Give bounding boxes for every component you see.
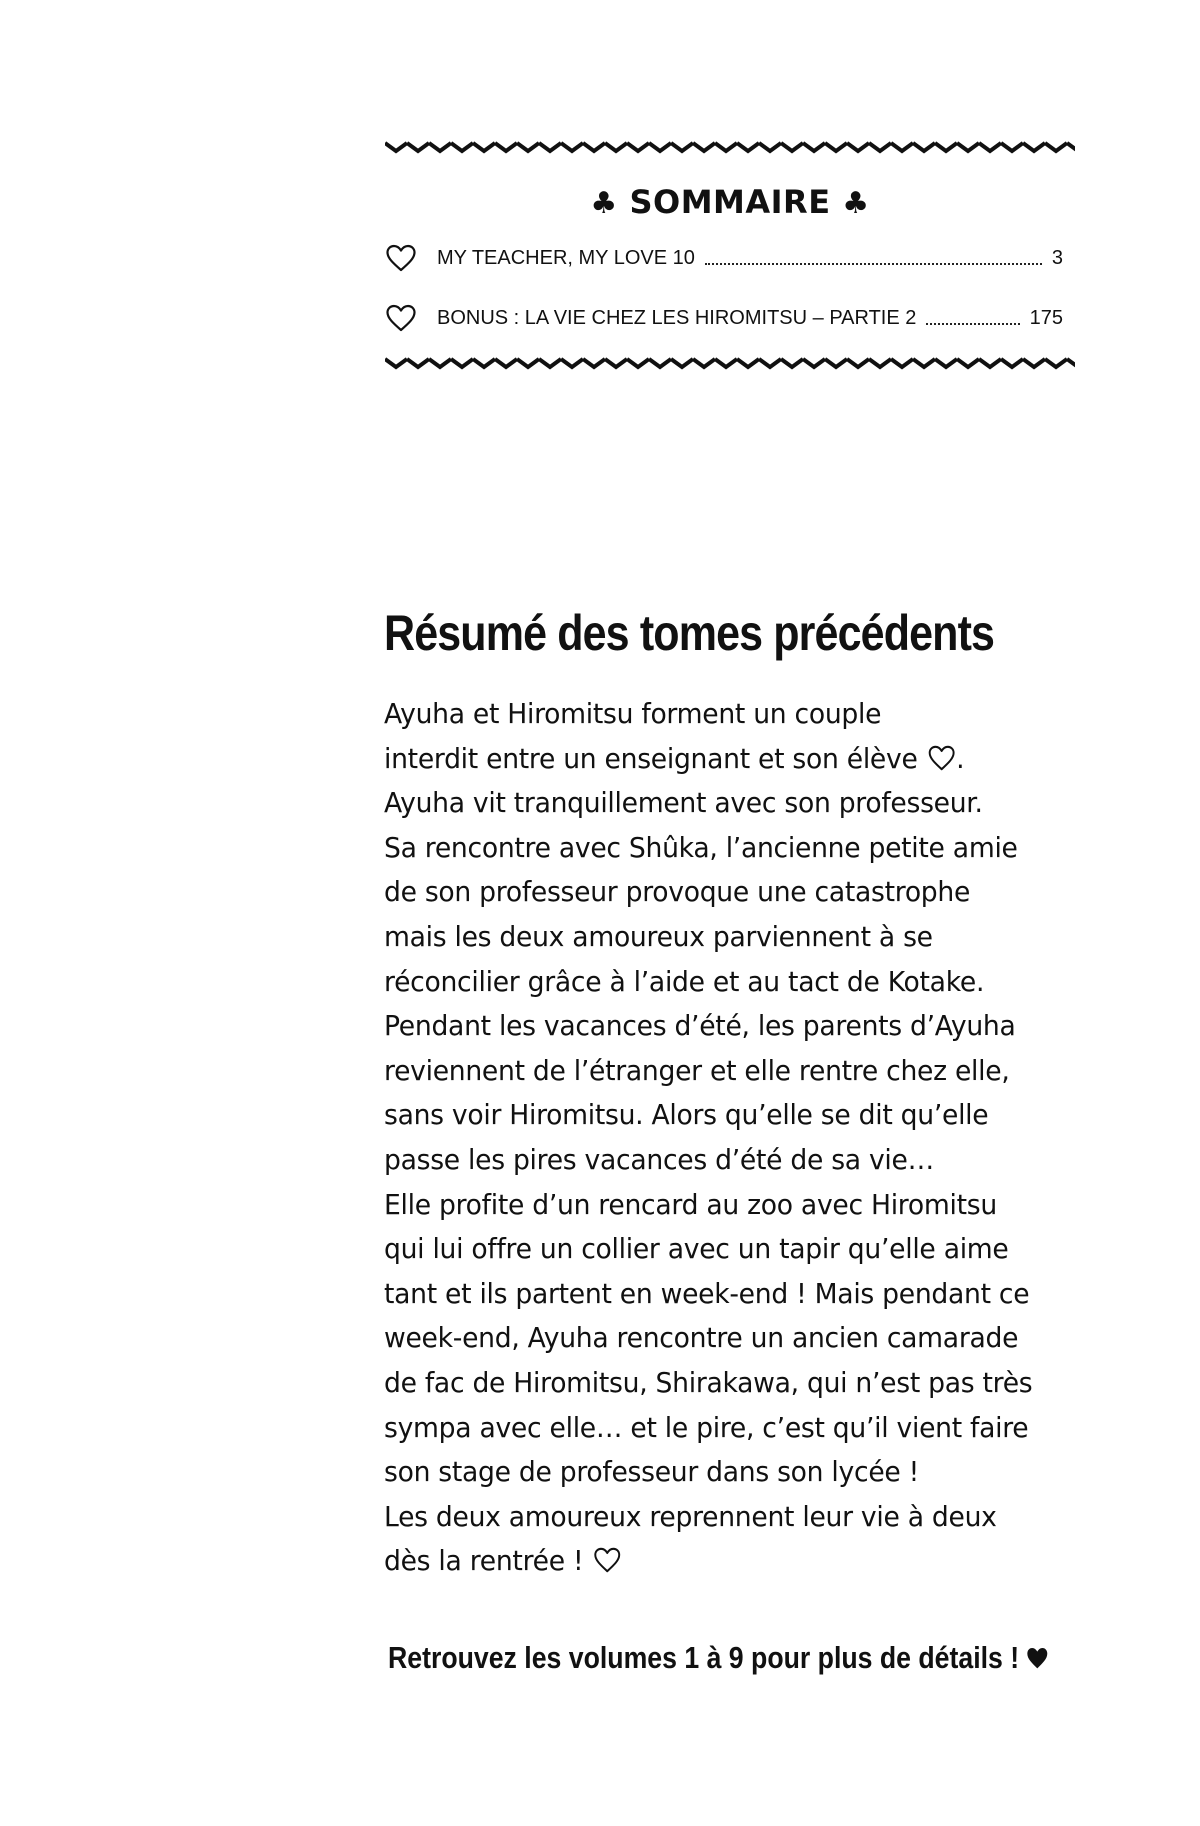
summary-line: son stage de professeur dans son lycée ! bbox=[384, 1455, 920, 1489]
summary-line: Elle profite d’un rencard au zoo avec Hiromitsu bbox=[384, 1187, 997, 1221]
summary-line-text: dès la rentrée ! bbox=[384, 1544, 584, 1578]
summary-title: Résumé des tomes précédents bbox=[384, 605, 995, 661]
heart-outline-icon bbox=[928, 744, 957, 772]
summary-line-text: . bbox=[956, 741, 965, 775]
summary-line-text: interdit entre un enseignant et son élève bbox=[384, 741, 918, 775]
summary-line: Les deux amoureux reprennent leur vie à deux bbox=[384, 1499, 997, 1533]
summary-line: de fac de Hiromitsu, Shirakawa, qui n’est pas très bbox=[384, 1365, 1033, 1399]
heart-outline-icon bbox=[593, 1546, 622, 1574]
summary-line: Ayuha et Hiromitsu forment un couple bbox=[384, 697, 882, 730]
heart-solid-icon bbox=[1026, 1646, 1048, 1670]
summary-line: reviennent de l’étranger et elle rentre chez elle, bbox=[384, 1053, 1010, 1087]
heart-outline-icon bbox=[385, 243, 417, 273]
summary-line: Ayuha vit tranquillement avec son professeur. bbox=[384, 786, 983, 820]
toc-leader-dots bbox=[705, 263, 1042, 265]
summary-line: mais les deux amoureux parviennent à se bbox=[384, 919, 933, 953]
summary-section bbox=[384, 598, 1104, 1584]
summary-line: week-end, Ayuha rencontre un ancien camarade bbox=[384, 1321, 1019, 1355]
summary-body bbox=[384, 692, 1104, 1584]
summary-line: Pendant les vacances d’été, les parents d’Ayuha bbox=[384, 1009, 1016, 1043]
toc-title: SOMMAIRE bbox=[629, 183, 831, 221]
zigzag-border-top bbox=[385, 140, 1075, 154]
heart-outline-icon bbox=[385, 303, 417, 333]
club-icon: ♣ bbox=[590, 186, 618, 221]
summary-line: Sa rencontre avec Shûka, l’ancienne petite amie bbox=[384, 830, 1018, 864]
footer-note bbox=[388, 1640, 1048, 1676]
zigzag-border-bottom bbox=[385, 356, 1075, 370]
toc-entry[interactable] bbox=[385, 296, 1075, 340]
summary-line bbox=[384, 737, 1068, 782]
summary-line: passe les pires vacances d’été de sa vie… bbox=[384, 1142, 934, 1176]
footer-note-text: Retrouvez les volumes 1 à 9 pour plus de détails ! bbox=[388, 1640, 1020, 1675]
toc-leader-dots bbox=[926, 323, 1019, 325]
summary-line: sans voir Hiromitsu. Alors qu’elle se dit qu’elle bbox=[384, 1098, 989, 1132]
toc-entry-page: 3 bbox=[1051, 246, 1063, 269]
summary-line: tant et ils partent en week-end ! Mais pendant ce bbox=[384, 1276, 1030, 1310]
club-icon: ♣ bbox=[842, 186, 870, 221]
toc-entry-label: MY TEACHER, MY LOVE 10 bbox=[437, 246, 695, 269]
table-of-contents bbox=[385, 140, 1075, 370]
toc-entry[interactable] bbox=[385, 236, 1075, 280]
summary-line: de son professeur provoque une catastrophe bbox=[384, 875, 971, 909]
toc-entry-label: BONUS : LA VIE CHEZ LES HIROMITSU – PARTIE 2 bbox=[437, 306, 917, 329]
toc-entry-page: 175 bbox=[1029, 306, 1063, 329]
summary-line: qui lui offre un collier avec un tapir qu’elle aime bbox=[384, 1232, 1009, 1266]
toc-heading bbox=[385, 180, 1075, 224]
summary-line: réconcilier grâce à l’aide et au tact de Kotake. bbox=[384, 964, 985, 998]
summary-line bbox=[384, 1539, 1068, 1584]
summary-line: sympa avec elle… et le pire, c’est qu’il vient faire bbox=[384, 1410, 1029, 1444]
